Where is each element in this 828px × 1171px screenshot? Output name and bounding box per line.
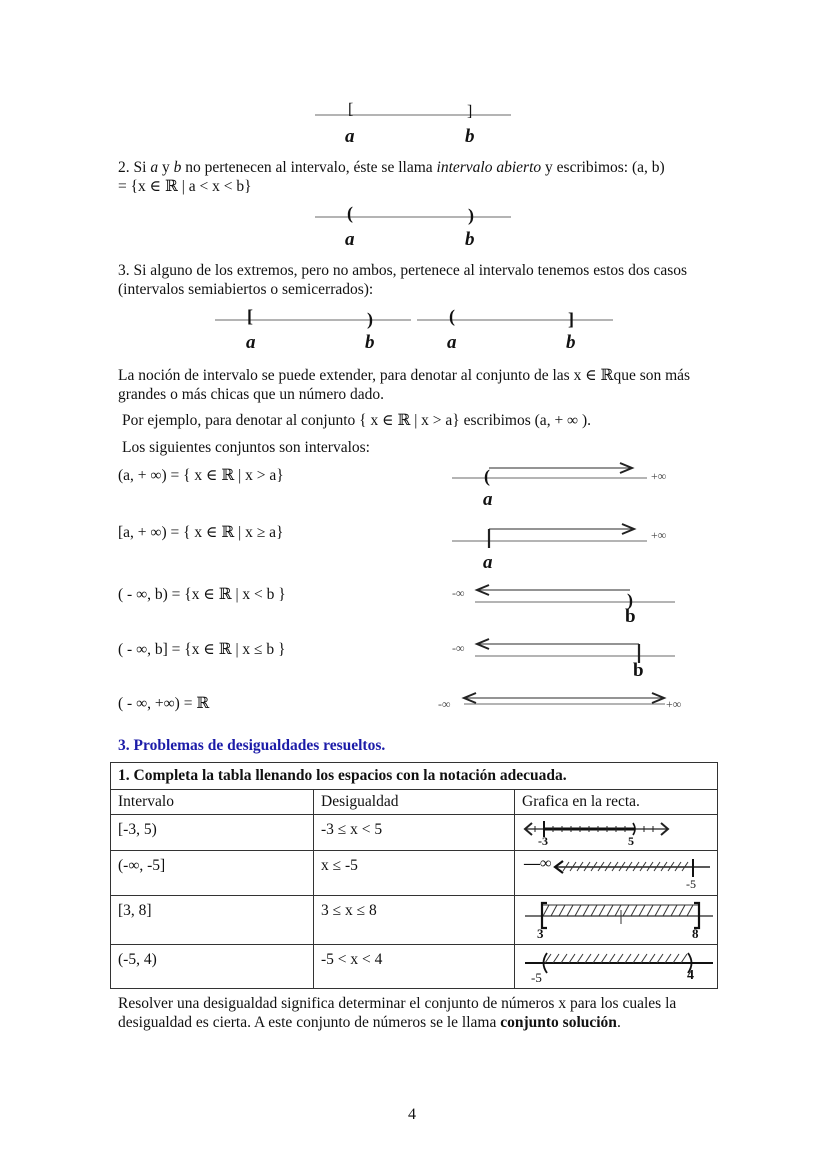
table-header-row: [111, 790, 718, 815]
page-number: 4: [408, 1106, 416, 1123]
item3-text: 3. Si alguno de los extremos, pero no ambos, pertenece al intervalo tenemos estos dos casos (intervalos semiabiertos o semicerrados):: [118, 262, 688, 298]
label-a: a: [246, 332, 256, 353]
right-bracket: ]: [568, 309, 574, 329]
interval-graph: [452, 518, 652, 548]
header-graph: Grafica en la recta.: [515, 790, 718, 815]
graph-label-start: -3: [538, 834, 548, 848]
item2-text: 2. Si a y b no pertenecen al intervalo, éste se llama intervalo abierto y escribimos: (a, b) = {x ∈ ℝ | a < x < b}: [118, 159, 665, 195]
graph-label-start: 3: [537, 926, 544, 941]
label-a: a: [345, 229, 355, 250]
header-inequality: Desigualdad: [314, 790, 515, 815]
intervals-table: [110, 762, 718, 989]
cell-interval: [-3, 5): [111, 815, 314, 851]
label-a: a: [483, 489, 493, 510]
left-bracket: [: [247, 306, 253, 326]
table-row: [111, 815, 718, 851]
close-paren: ): [627, 590, 633, 610]
open-paren: (: [484, 466, 490, 486]
interval-notation: (a, + ∞) = { x ∈ ℝ | x > a}: [118, 467, 284, 484]
graph-label-end: -5: [686, 877, 696, 891]
plus-infinity-label: +∞: [666, 697, 682, 711]
cell-inequality: -5 < x < 4: [314, 945, 515, 989]
interval-notation: ( - ∞, +∞) = ℝ: [118, 695, 210, 712]
label-b: b: [465, 126, 475, 147]
open-interval-term: intervalo abierto: [436, 159, 542, 176]
example-paragraph: Por ejemplo, para denotar al conjunto { x ∈ ℝ | x > a} escribimos (a, + ∞ ).: [122, 412, 592, 429]
table-row: [111, 896, 718, 945]
interval-graph: [452, 460, 652, 490]
label-b: b: [465, 229, 475, 250]
label-a: a: [447, 332, 457, 353]
intervals-intro: Los siguientes conjuntos son intervalos:: [122, 439, 370, 456]
interval-graph: [462, 692, 672, 712]
cell-interval: [3, 8]: [111, 896, 314, 945]
cell-inequality: -3 ≤ x < 5: [314, 815, 515, 851]
label-a: a: [483, 552, 493, 573]
right-paren: ): [468, 205, 474, 225]
graph-label-start: -5: [531, 970, 542, 985]
graph-label-end: 5: [628, 834, 634, 848]
left-paren: (: [347, 203, 353, 223]
number-line: [315, 207, 515, 227]
extension-paragraph: La noción de intervalo se puede extender, para denotar al conjunto de las x ∈ ℝque son más grandes o más chicas que un número dado.: [118, 367, 691, 403]
cell-interval: (-∞, -5]: [111, 851, 314, 896]
conclusion-paragraph: Resolver una desigualdad significa determinar el conjunto de números x para los cuales la desigualdad es cierta. A este conjunto de números se le llama conjunto solución.: [118, 995, 677, 1031]
cell-graph: [515, 896, 718, 945]
cell-graph: [515, 851, 718, 896]
cell-graph: [515, 815, 718, 851]
label-b: b: [625, 606, 636, 627]
cell-inequality: x ≤ -5: [314, 851, 515, 896]
var-b: b: [173, 159, 182, 176]
header-interval: Intervalo: [111, 790, 314, 815]
right-paren: ): [367, 309, 373, 329]
var-a: a: [150, 159, 159, 176]
table-title: 1. Completa la tabla llenando los espacios con la notación adecuada.: [111, 763, 718, 790]
cell-graph: [515, 945, 718, 989]
minus-infinity-label: -∞: [438, 697, 451, 711]
section-heading: 3. Problemas de desigualdades resueltos.: [118, 737, 386, 754]
number-line: [315, 105, 515, 125]
graph-label-end: 8: [692, 926, 699, 941]
plus-infinity-label: +∞: [651, 469, 667, 483]
table-row: [111, 945, 718, 989]
cell-inequality: 3 ≤ x ≤ 8: [314, 896, 515, 945]
solution-set-term: conjunto solución: [500, 1014, 617, 1031]
minus-infinity-label: -∞: [452, 586, 465, 600]
interval-notation: ( - ∞, b) = {x ∈ ℝ | x < b }: [118, 586, 286, 603]
interval-notation: [a, + ∞) = { x ∈ ℝ | x ≥ a}: [118, 524, 284, 541]
graph-label-end: 4: [687, 968, 694, 983]
number-line: [417, 310, 617, 330]
minus-infinity-label: -∞: [452, 641, 465, 655]
right-bracket: ]: [467, 103, 473, 120]
number-line: [215, 310, 415, 330]
left-paren: (: [449, 306, 455, 326]
label-a: a: [345, 126, 355, 147]
label-b: b: [365, 332, 375, 353]
cell-interval: (-5, 4): [111, 945, 314, 989]
label-b: b: [633, 660, 644, 681]
left-bracket: [: [348, 101, 354, 118]
interval-graph: [475, 582, 680, 612]
interval-graph: [475, 638, 680, 668]
interval-notation: ( - ∞, b] = {x ∈ ℝ | x ≤ b }: [118, 641, 286, 658]
open-interval-set: = {x ∈ ℝ | a < x < b}: [118, 178, 252, 195]
table-row: [111, 851, 718, 896]
label-b: b: [566, 332, 576, 353]
number-line-graph: [525, 900, 715, 930]
graph-label-start: —∞: [524, 855, 552, 872]
plus-infinity-label: +∞: [651, 528, 667, 542]
